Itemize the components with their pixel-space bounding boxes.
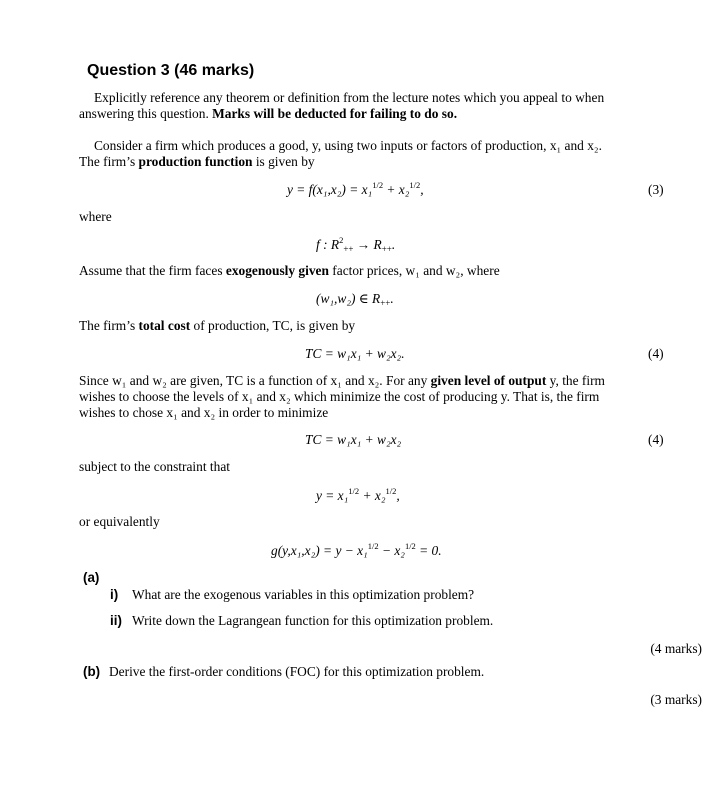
- part-a-i-text: What are the exogenous variables in this optimization problem?: [132, 587, 475, 602]
- since-line-3: wishes to chose x₁ and x₂ in order to minimize: [79, 405, 329, 420]
- total-cost-line: The firm’s total cost of production, TC, is given by: [79, 318, 356, 333]
- part-a-i-label: i): [110, 587, 119, 602]
- equation-number-4a: (4): [648, 346, 664, 361]
- equation-factor-prices: (w₁,w₂) ∈ $R_{++}$.: [316, 291, 394, 308]
- equation-function-domain: f : $R^2_{++} \to R_{++}$.: [316, 235, 396, 254]
- equation-minimize: TC = w₁x₁ + w₂x₂: [305, 432, 402, 447]
- part-b-label: (b): [83, 664, 101, 679]
- instruction-line-1: Explicitly reference any theorem or definition from the lecture notes which you appeal to when: [94, 90, 605, 105]
- equation-number-4b: (4): [648, 432, 664, 447]
- part-b-text: Derive the first-order conditions (FOC) for this optimization problem.: [109, 664, 485, 679]
- text-subject-to: subject to the constraint that: [79, 459, 230, 474]
- part-a-ii-label: ii): [110, 613, 122, 628]
- paragraph-1-line-1: Consider a firm which produces a good, y, using two inputs or factors of production, x₁ and x₂.: [94, 138, 602, 153]
- question-title: Question 3 (46 marks): [87, 62, 255, 79]
- since-line-1: Since w₁ and w₂ are given, TC is a function of x₁ and x₂. For any given level of output y, the firm: [79, 373, 605, 388]
- equation-number-3: (3): [648, 182, 664, 197]
- text-or-equivalently: or equivalently: [79, 514, 160, 529]
- text-where: where: [79, 209, 112, 224]
- part-b-marks: (3 marks): [650, 692, 702, 707]
- part-a-ii-text: Write down the Lagrangean function for this optimization problem.: [132, 613, 494, 628]
- equation-production-function: y = f(x₁,x₂) = x₁$^{1/2}$ + x₂$^{1/2}$,: [287, 180, 424, 197]
- equation-total-cost: TC = w₁x₁ + w₂x₂.: [305, 346, 405, 361]
- equation-constraint-g: g(y,x₁,x₂) = y − x₁$^{1/2}$ − x₂$^{1/2}$ = 0.: [271, 541, 442, 558]
- paragraph-1-line-2: The firm’s production function is given by: [79, 154, 315, 169]
- part-a-label: (a): [83, 570, 100, 585]
- assume-line: Assume that the firm faces exogenously given factor prices, w₁ and w₂, where: [79, 263, 500, 278]
- part-a-marks: (4 marks): [650, 641, 702, 656]
- since-line-2: wishes to choose the levels of x₁ and x₂ which minimize the cost of producing y. That is, the firm: [79, 389, 600, 404]
- instruction-line-2: answering this question. Marks will be deducted for failing to do so.: [79, 106, 458, 121]
- equation-constraint: y = x₁$^{1/2}$ + x₂$^{1/2}$,: [316, 486, 400, 503]
